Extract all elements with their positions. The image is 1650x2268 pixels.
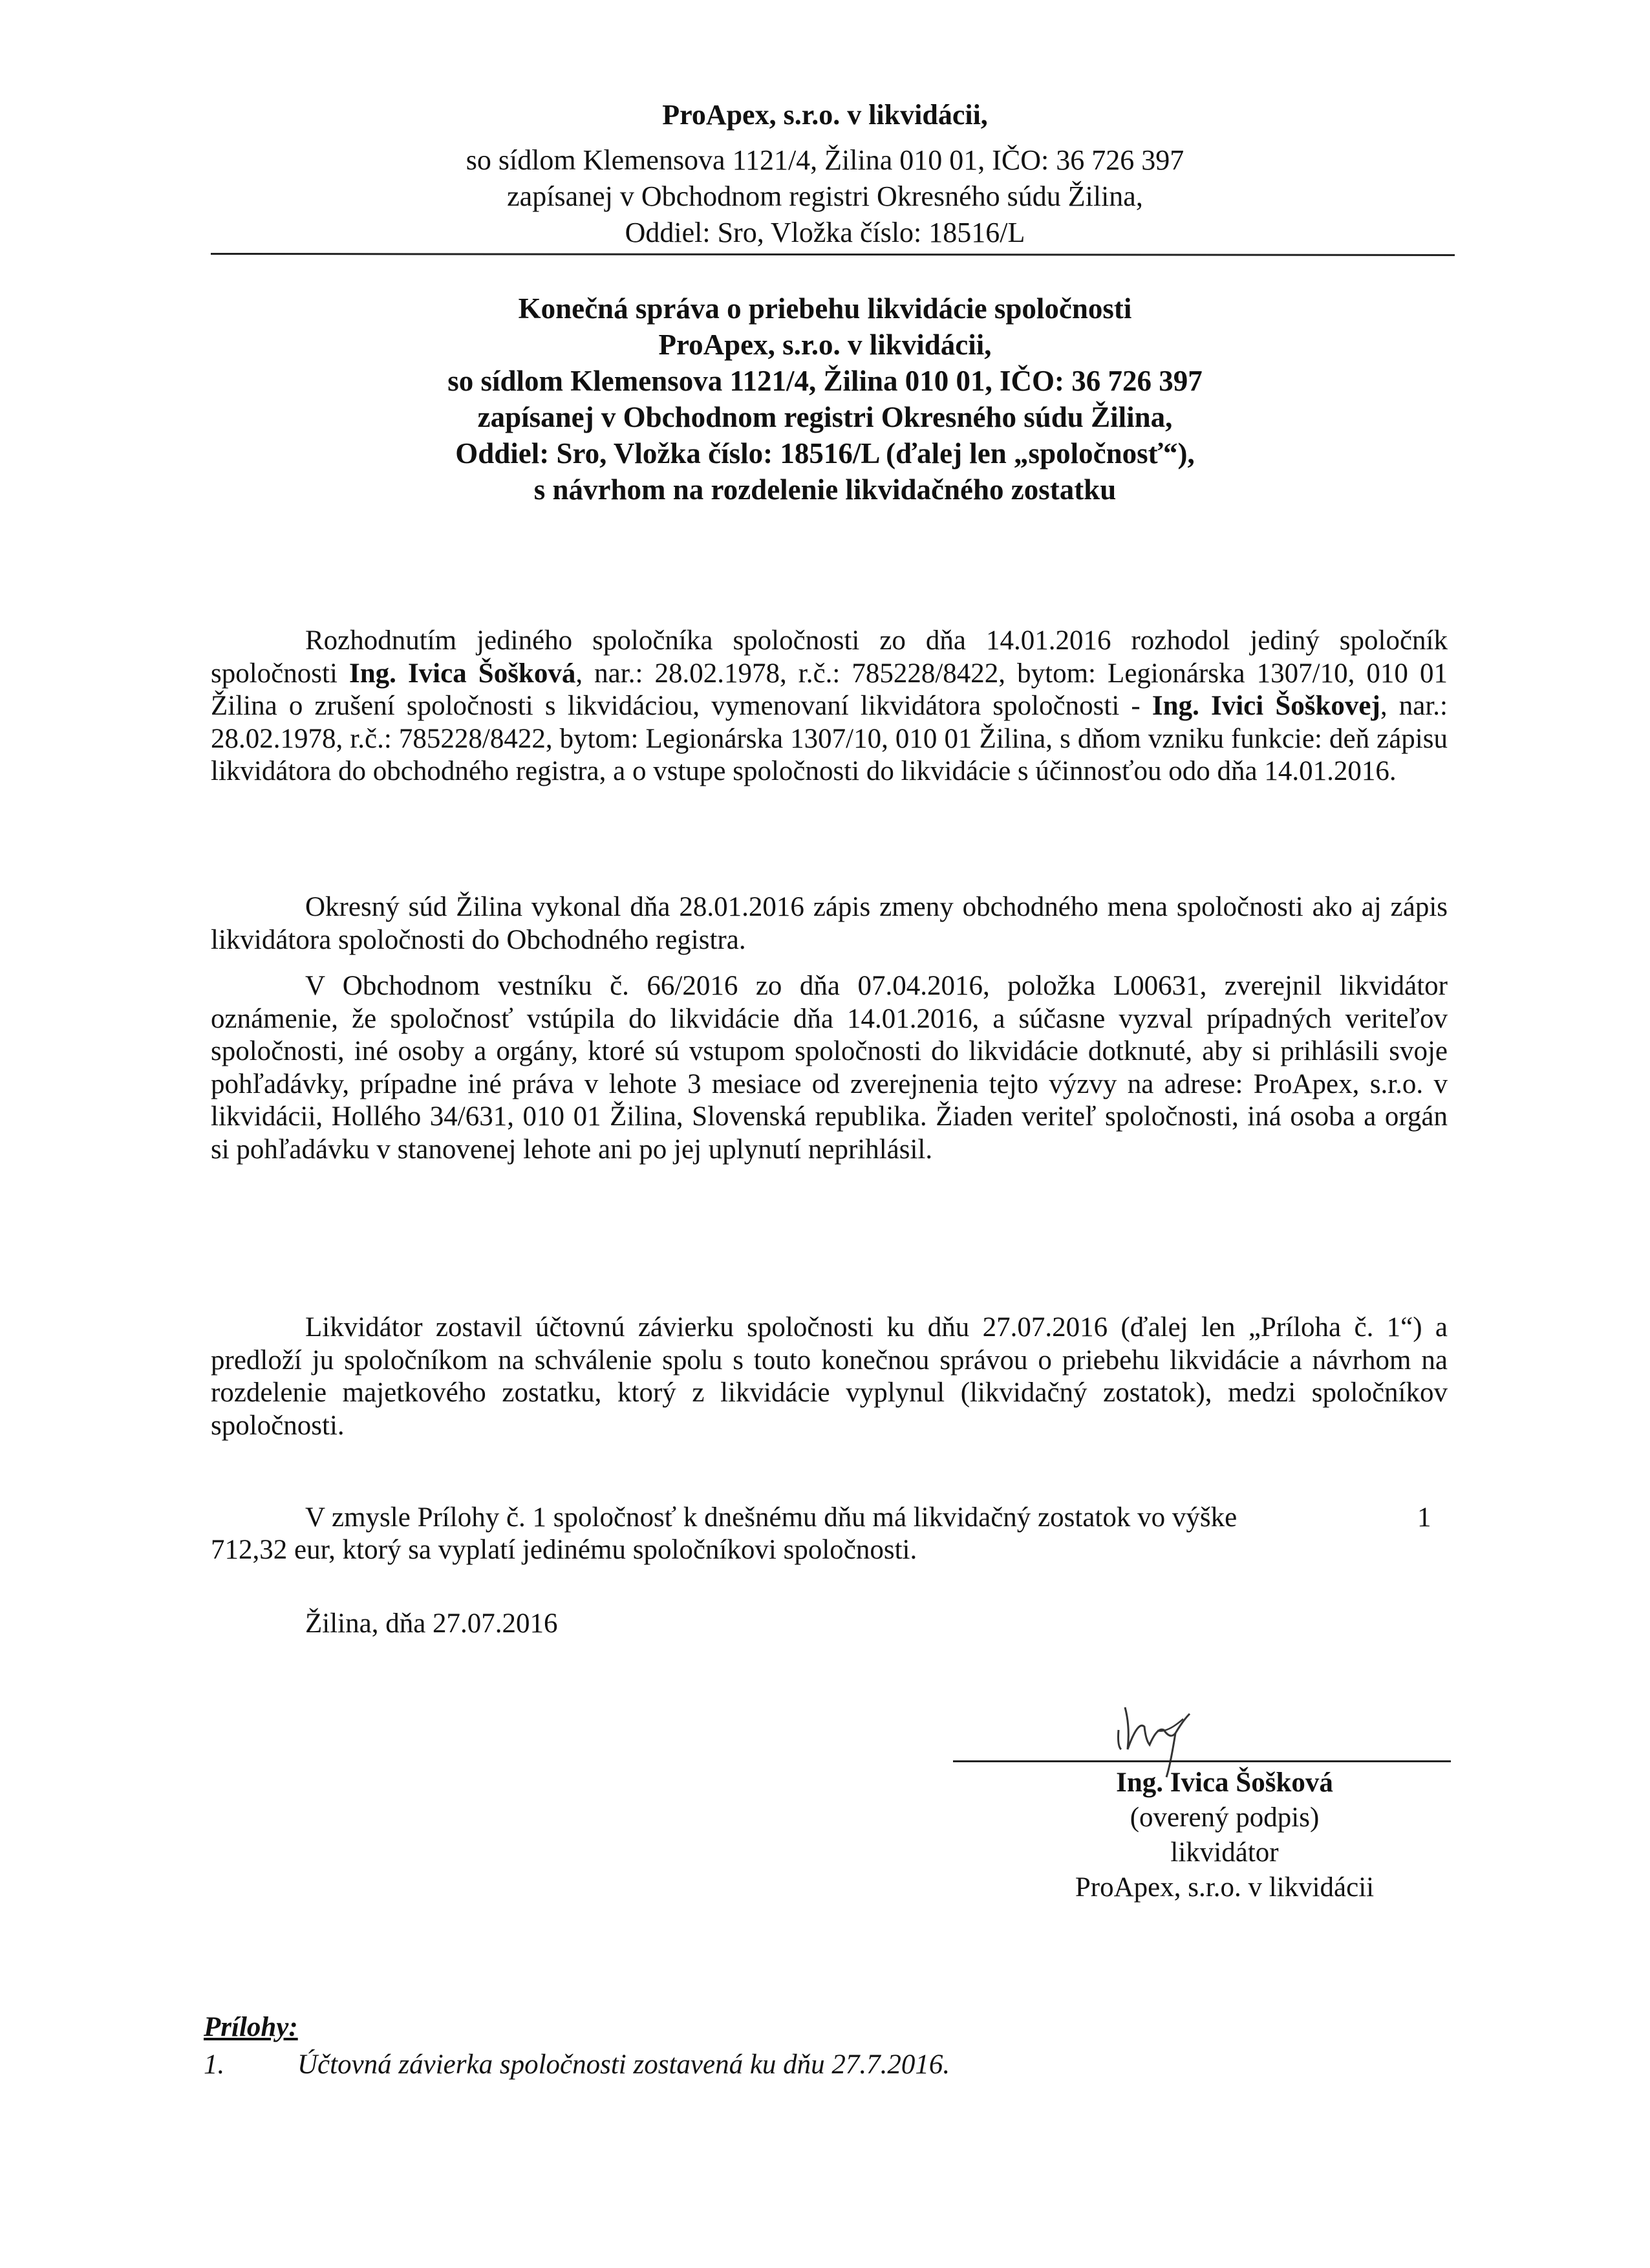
signatory-name: Ing. Ivica Šošková <box>1116 1767 1333 1798</box>
text: Rozhodnutím jediného spoločníka spoločnosti zo dňa 14.01.2016 rozhodol jediný spoločník spoločnosti <box>211 625 1448 689</box>
text: , nar.: 28.02.1978, r.č.: 785228/8422, bytom: Legionárska 1307/10, 010 01 Žilina, s dňom vzniku funkcie: deň zápisu likvidátora do obchodného registra, a o vstupe spoločnosti do likvidácie s účinnosťou odo dňa 14.01.2016. <box>211 691 1448 786</box>
title-line: ProApex, s.r.o. v likvidácii, <box>658 329 992 361</box>
paragraph-balance-line2: 712,32 eur, ktorý sa vyplatí jedinému spoločníkovi spoločnosti. <box>211 1535 917 1565</box>
letterhead-section: Oddiel: Sro, Vložka číslo: 18516/L <box>625 217 1025 248</box>
signature-note: (overený podpis) <box>1130 1802 1320 1833</box>
letterhead-divider <box>211 253 1455 256</box>
signature-line <box>953 1760 1451 1762</box>
title-line: Oddiel: Sro, Vložka číslo: 18516/L (ďalej len „spoločnosť“), <box>455 437 1195 470</box>
paragraph-court: Okresný súd Žilina vykonal dňa 28.01.2016 zápis zmeny obchodného mena spoločnosti ako aj zápis likvidátora spoločnosti do Obchodného registra. <box>211 892 1448 955</box>
letterhead-address: so sídlom Klemensova 1121/4, Žilina 010 01, IČO: 36 726 397 <box>466 144 1184 176</box>
signature-block <box>953 1766 1496 1905</box>
paragraph-decision <box>211 625 1448 788</box>
attachment-text: Účtovná závierka spoločnosti zostavená ku dňu 27.7.2016. <box>297 2049 950 2080</box>
place-date: Žilina, dňa 27.07.2016 <box>305 1608 558 1639</box>
paragraph-balance-line1: V zmysle Prílohy č. 1 spoločnosť k dnešnému dňu má likvidačný zostatok vo výške <box>305 1502 1238 1533</box>
signatory-role: likvidátor <box>1170 1837 1279 1868</box>
paragraph-financial-statements: Likvidátor zostavil účtovnú závierku spoločnosti ku dňu 27.07.2016 (ďalej len „Príloha č. 1“) a predloží ju spoločníkom na schválenie spolu s touto konečnou správou o priebehu likvidácie a návrhom na rozdelenie majetkového zostatku, ktorý z likvidácie vyplynul (likvidačný zostatok), medzi spoločníkov spoločnosti. <box>211 1312 1448 1441</box>
attachment-number: 1. <box>204 2049 225 2080</box>
attachments-heading: Prílohy: <box>204 2012 298 2042</box>
paragraph-balance-amount-start: 1 <box>1417 1502 1431 1533</box>
title-line: s návrhom na rozdelenie likvidačného zostatku <box>533 473 1117 506</box>
signatory-company: ProApex, s.r.o. v likvidácii <box>1075 1872 1375 1903</box>
title-line: so sídlom Klemensova 1121/4, Žilina 010 01, IČO: 36 726 397 <box>447 365 1203 397</box>
document-title <box>0 290 1650 508</box>
letterhead <box>0 97 1650 251</box>
paragraph-gazette: V Obchodnom vestníku č. 66/2016 zo dňa 07.04.2016, položka L00631, zverejnil likvidátor oznámenie, že spoločnosť vstúpila do likvidácie dňa 14.01.2016, a súčasne vyzval prípadných veriteľov spoločnosti, iné osoby a orgány, ktoré sú vstupom spoločnosti do likvidácie dotknuté, aby si prihlásili svoje pohľadávky, prípadne iné práva v lehote 3 mesiace od zverejnenia tejto výzvy na adrese: ProApex, s.r.o. v likvidácii, Hollého 34/631, 010 01 Žilina, Slovenská republika. Žiaden veriteľ spoločnosti, iná osoba a orgán si pohľadávku v stanovenej lehote ani po jej uplynutí neprihlásil. <box>211 971 1448 1165</box>
liquidator-name: Ing. Ivici Šoškovej <box>1152 691 1380 721</box>
title-line: zapísanej v Obchodnom registri Okresného súdu Žilina, <box>477 401 1173 433</box>
letterhead-company: ProApex, s.r.o. v likvidácii, <box>662 99 988 131</box>
title-line: Konečná správa o priebehu likvidácie spoločnosti <box>518 292 1132 325</box>
text: , nar.: 28.02.1978, r.č.: 785228/8422, bytom: Legionárska 1307/10, 010 01 Žilina o zrušení spoločnosti s likvidáciou, vymenovaní likvidátora spoločnosti - <box>211 658 1448 721</box>
letterhead-register: zapísanej v Obchodnom registri Okresného súdu Žilina, <box>507 180 1143 212</box>
partner-name: Ing. Ivica Šošková <box>348 658 576 689</box>
